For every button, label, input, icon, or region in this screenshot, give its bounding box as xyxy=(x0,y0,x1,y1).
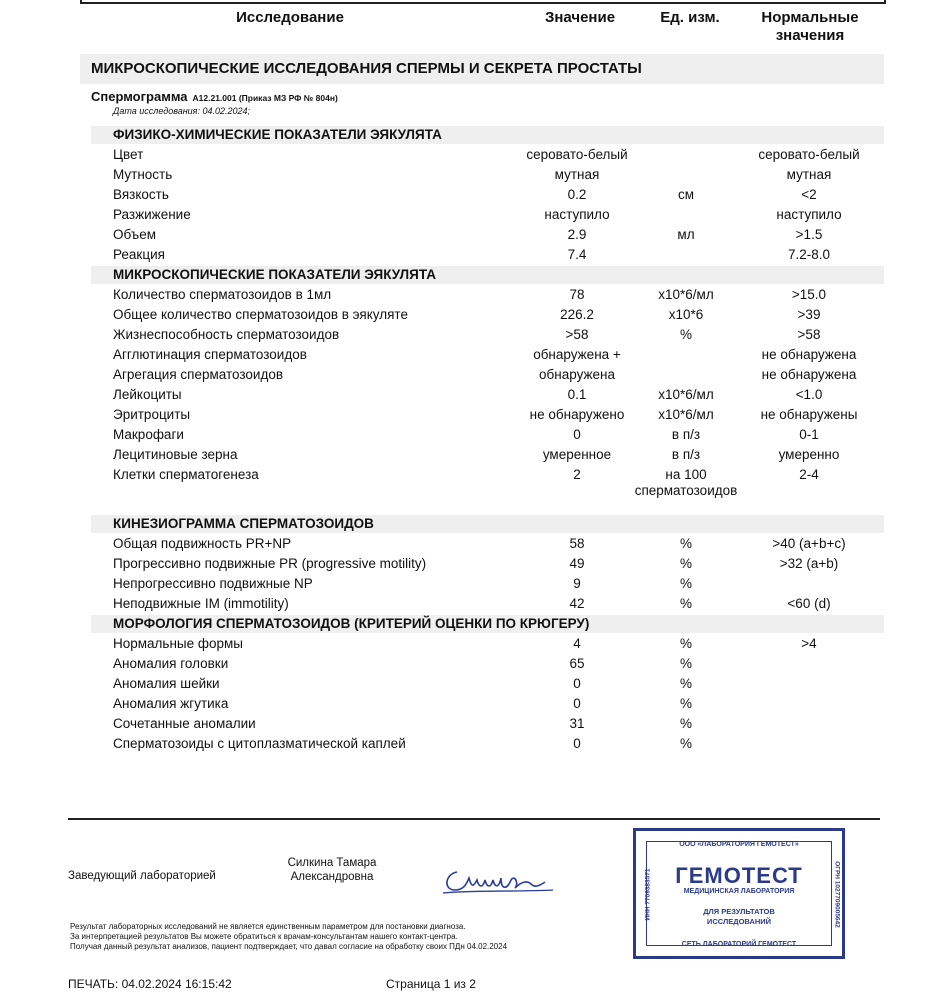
signature-role: Заведующий лабораторией xyxy=(68,870,216,882)
param-unit: x10*6 xyxy=(668,307,704,322)
result-row xyxy=(0,205,935,225)
result-row xyxy=(0,225,935,245)
result-row xyxy=(0,425,935,445)
param-reference: >15.0 xyxy=(791,287,827,302)
signature-name-line1: Силкина Тамара xyxy=(287,857,377,869)
param-name: Объем xyxy=(113,227,157,242)
param-reference: 7.2-8.0 xyxy=(787,247,831,262)
param-reference: наступило xyxy=(776,207,842,222)
param-name: Эритроциты xyxy=(113,407,191,422)
group-header: КИНЕЗИОГРАММА СПЕРМАТОЗОИДОВ xyxy=(91,515,884,533)
param-reference: мутная xyxy=(786,167,832,182)
param-value: обнаружена xyxy=(539,367,615,382)
param-name: Агрегация сперматозоидов xyxy=(113,367,284,382)
result-row xyxy=(0,185,935,205)
param-unit: в п/з xyxy=(671,427,701,442)
param-reference: >4 xyxy=(801,636,817,651)
group-header: МИКРОСКОПИЧЕСКИЕ ПОКАЗАТЕЛИ ЭЯКУЛЯТА xyxy=(91,266,884,284)
method-name: Спермограмма xyxy=(91,89,188,104)
param-reference: не обнаружена xyxy=(761,367,857,382)
param-reference: 2-4 xyxy=(799,467,819,482)
print-timestamp: ПЕЧАТЬ: 04.02.2024 16:15:42 xyxy=(68,977,232,991)
param-value: 65 xyxy=(569,656,585,671)
param-name: Вязкость xyxy=(113,187,169,202)
result-row xyxy=(0,165,935,185)
param-name: Лейкоциты xyxy=(113,387,182,402)
param-unit: x10*6/мл xyxy=(658,387,714,402)
top-frame xyxy=(80,0,886,4)
param-name: Неподвижные IM (immotility) xyxy=(113,596,289,611)
param-value: 58 xyxy=(569,536,585,551)
param-unit: % xyxy=(679,696,692,711)
param-unit: % xyxy=(679,596,692,611)
param-value: 4 xyxy=(573,636,581,651)
param-reference: >40 (a+b+c) xyxy=(772,536,846,551)
param-reference: не обнаружена xyxy=(761,347,857,362)
param-reference: >32 (a+b) xyxy=(779,556,839,571)
result-row xyxy=(0,734,935,754)
param-unit: % xyxy=(679,736,692,751)
param-name: Общая подвижность PR+NP xyxy=(113,536,292,551)
result-row xyxy=(0,285,935,305)
header-norm-line1: Нормальные xyxy=(761,9,859,26)
param-value: серовато-белый xyxy=(526,147,628,162)
stamp-brand: ГЕМОТЕСТ xyxy=(675,863,803,888)
result-row xyxy=(0,445,935,465)
group-header: ФИЗИКО-ХИМИЧЕСКИЕ ПОКАЗАТЕЛИ ЭЯКУЛЯТА xyxy=(91,126,884,144)
param-name: Цвет xyxy=(113,147,144,162)
param-name: Количество сперматозоидов в 1мл xyxy=(113,287,332,302)
section-title: МИКРОСКОПИЧЕСКИЕ ИССЛЕДОВАНИЯ СПЕРМЫ И СЕКРЕТА ПРОСТАТЫ xyxy=(80,54,884,84)
param-name: Агглютинация сперматозоидов xyxy=(113,347,307,362)
param-value: 49 xyxy=(569,556,585,571)
header-norm-line2: значения xyxy=(775,27,845,44)
param-value: умеренное xyxy=(542,447,612,462)
param-name: Реакция xyxy=(113,247,165,262)
param-unit: x10*6/мл xyxy=(658,287,714,302)
stamp-inn: ИНН 7709383571 xyxy=(644,868,652,921)
signature-name-line2: Александровна xyxy=(290,871,374,883)
param-value: 2.9 xyxy=(567,227,587,242)
param-name: Непрогрессивно подвижные NP xyxy=(113,576,313,591)
param-reference: <1.0 xyxy=(795,387,823,402)
param-value: 31 xyxy=(569,716,585,731)
note-1: Результат лабораторных исследований не является единственным параметром для постановки диагноза. xyxy=(70,922,466,931)
param-reference: <2 xyxy=(801,187,817,202)
param-unit: на 100 сперматозоидов xyxy=(634,467,738,498)
param-value: 9 xyxy=(573,576,581,591)
result-row xyxy=(0,385,935,405)
stamp-ogrn: ОГРН 1027709005642 xyxy=(833,861,841,928)
param-name: Лецитиновые зерна xyxy=(113,447,238,462)
param-value: 0 xyxy=(573,736,581,751)
param-value: 226.2 xyxy=(560,307,594,322)
result-row xyxy=(0,345,935,365)
param-value: >58 xyxy=(565,327,589,342)
param-name: Жизнеспособность сперматозоидов xyxy=(113,327,340,342)
param-unit: см xyxy=(677,187,695,202)
result-row xyxy=(0,465,935,498)
param-reference: серовато-белый xyxy=(758,147,860,162)
param-name: Общее количество сперматозоидов в эякуляте xyxy=(113,307,408,322)
result-row xyxy=(0,245,935,265)
param-value: мутная xyxy=(554,167,600,182)
param-reference: >58 xyxy=(797,327,821,342)
param-name: Макрофаги xyxy=(113,427,184,442)
stamp-mid-line1: ДЛЯ РЕЗУЛЬТАТОВ xyxy=(703,907,775,916)
handwritten-signature xyxy=(435,860,555,900)
param-unit: % xyxy=(679,656,692,671)
stamp-bottom-text: СЕТЬ ЛАБОРАТОРИЙ ГЕМОТЕСТ xyxy=(681,941,797,948)
param-unit: x10*6/мл xyxy=(658,407,714,422)
param-unit: в п/з xyxy=(671,447,701,462)
param-name: Разжижение xyxy=(113,207,191,222)
param-unit: мл xyxy=(677,227,695,242)
note-2: За интерпретацией результатов Вы можете обратиться к врачам-консультантам нашего контакт-центра. xyxy=(70,932,458,941)
param-name: Аномалия головки xyxy=(113,656,229,671)
param-reference: не обнаружены xyxy=(760,407,858,422)
stamp-mid-line2: ИССЛЕДОВАНИЙ xyxy=(706,917,772,926)
param-name: Нормальные формы xyxy=(113,636,243,651)
note-3: Получая данный результат анализов, пациент подтверждает, что давал согласие на обработку своих ПДн 04.02.2024 xyxy=(70,942,508,951)
param-value: 0 xyxy=(573,696,581,711)
param-value: 0 xyxy=(573,676,581,691)
param-value: 78 xyxy=(569,287,585,302)
result-row xyxy=(0,145,935,165)
header-norm xyxy=(745,9,875,45)
header-study: Исследование xyxy=(236,9,344,26)
param-unit: % xyxy=(679,576,692,591)
param-reference: умеренно xyxy=(778,447,840,462)
param-value: 0 xyxy=(573,427,581,442)
lab-stamp xyxy=(633,828,845,959)
param-value: 42 xyxy=(569,596,585,611)
signature-name xyxy=(272,856,392,884)
param-unit: % xyxy=(679,636,692,651)
param-reference: >1.5 xyxy=(795,227,823,242)
param-value: 2 xyxy=(573,467,581,482)
result-row xyxy=(0,305,935,325)
result-row xyxy=(0,654,935,674)
result-row xyxy=(0,594,935,614)
result-row xyxy=(0,694,935,714)
result-row xyxy=(0,534,935,554)
result-row xyxy=(0,405,935,425)
result-row xyxy=(0,714,935,734)
param-unit: % xyxy=(679,716,692,731)
param-unit: % xyxy=(679,536,692,551)
param-name: Прогрессивно подвижные PR (progressive motility) xyxy=(113,556,427,571)
param-name: Аномалия шейки xyxy=(113,676,220,691)
param-value: 0.2 xyxy=(567,187,587,202)
result-row xyxy=(0,554,935,574)
param-reference: 0-1 xyxy=(799,427,819,442)
param-name: Мутность xyxy=(113,167,173,182)
group-header: МОРФОЛОГИЯ СПЕРМАТОЗОИДОВ (КРИТЕРИЙ ОЦЕНКИ ПО КРЮГЕРУ) xyxy=(91,615,884,633)
method-date: Дата исследования: 04.02.2024; xyxy=(113,106,251,116)
page-number: Страница 1 из 2 xyxy=(386,977,476,991)
param-value: 0.1 xyxy=(567,387,587,402)
param-unit: % xyxy=(679,676,692,691)
param-unit: % xyxy=(679,327,692,342)
param-name: Сперматозоиды с цитоплазматической каплей xyxy=(113,736,406,751)
method-title xyxy=(91,89,338,104)
param-name: Клетки сперматогенеза xyxy=(113,467,259,482)
stamp-subtitle: МЕДИЦИНСКАЯ ЛАБОРАТОРИЯ xyxy=(683,888,795,895)
param-value: 7.4 xyxy=(567,247,587,262)
stamp-top-text: ООО «ЛАБОРАТОРИЯ ГЕМОТЕСТ» xyxy=(679,841,799,848)
param-name: Аномалия жгутика xyxy=(113,696,229,711)
header-unit: Ед. изм. xyxy=(660,9,720,26)
result-row xyxy=(0,574,935,594)
result-row xyxy=(0,365,935,385)
param-unit: % xyxy=(679,556,692,571)
result-row xyxy=(0,674,935,694)
result-row xyxy=(0,325,935,345)
param-value: обнаружена + xyxy=(533,347,621,362)
param-name: Сочетанные аномалии xyxy=(113,716,256,731)
param-reference: <60 (d) xyxy=(787,596,831,611)
footer-divider xyxy=(68,818,880,820)
header-value: Значение xyxy=(544,9,616,26)
param-value: не обнаружено xyxy=(529,407,625,422)
param-reference: >39 xyxy=(797,307,821,322)
result-row xyxy=(0,634,935,654)
param-value: наступило xyxy=(544,207,610,222)
method-code: A12.21.001 (Приказ МЗ РФ № 804н) xyxy=(192,93,338,103)
